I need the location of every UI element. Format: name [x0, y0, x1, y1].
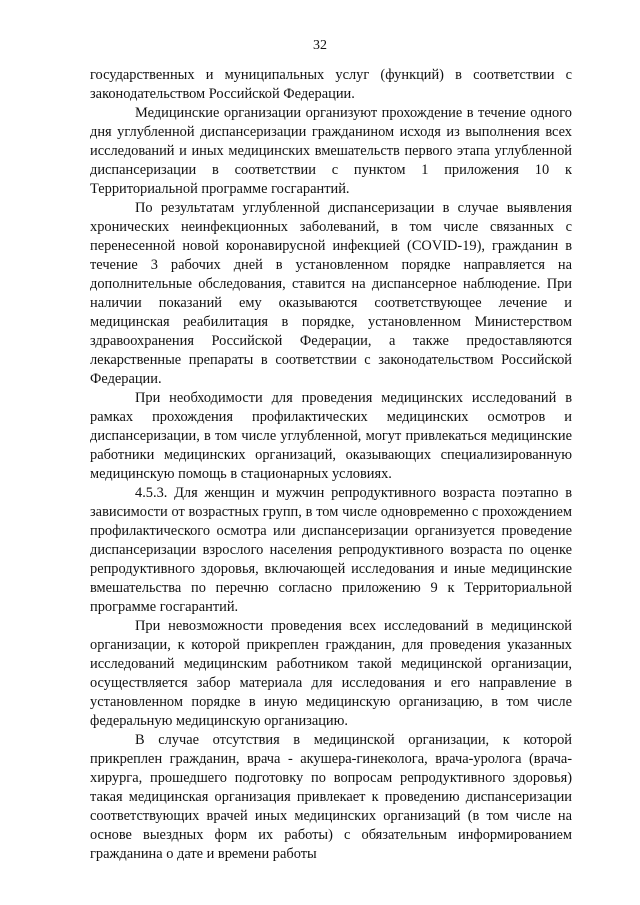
paragraph-missing-specialists: В случае отсутствия в медицинской организации, к которой прикреплен гражданин, врача - акушера-гинеколога, врача-уролога (врача-хирурга, прошедшего подготовку по вопросам репродуктивного здоровья) такая медицинская организация привлекает к проведению диспансеризации соответствующих врачей иных медицинских организаций (в том числе на основе выездных форм их работы) с обязательным информированием гражданина о дате и времени работы	[90, 732, 572, 862]
paragraph-specialists-involvement: При необходимости для проведения медицинских исследований в рамках прохождения профилактических медицинских осмотров и диспансеризации, в том числе углубленной, могут привлекаться медицинские работники медицинских организаций, оказывающих специализированную медицинскую помощь в стационарных условиях.	[90, 390, 572, 482]
paragraph-same-day-examination: Медицинские организации организуют прохождение в течение одного дня углубленной диспансеризации гражданином исходя из выполнения всех исследований и иных медицинских вмешательств первого этапа углубленной диспансеризации в соответствии с пунктом 1 приложения 10 к Территориальной программе госгарантий.	[90, 105, 572, 197]
paragraph-sample-collection: При невозможности проведения всех исследований в медицинской организации, к которой прикреплен гражданин, для проведения указанных исследований медицинским работником такой медицинской организации, осуществляется забор материала для исследования и его направление в установленном порядке в иную медицинскую организацию, в том числе федеральную медицинскую организацию.	[90, 618, 572, 729]
document-body	[90, 66, 572, 864]
page-number: 32	[313, 38, 327, 53]
paragraph-continuation: государственных и муниципальных услуг (функций) в соответствии с законодательством Российской Федерации.	[90, 67, 572, 102]
paragraph-4-5-3-reproductive-health: 4.5.3. Для женщин и мужчин репродуктивного возраста поэтапно в зависимости от возрастных групп, в том числе одновременно с прохождением профилактического осмотра или диспансеризации организуется проведение диспансеризации взрослого населения репродуктивного возраста по оценке репродуктивного здоровья, включающей исследования и иные медицинские вмешательства по перечню согласно приложению 9 к Территориальной программе госгарантий.	[90, 485, 572, 615]
paragraph-results-followup: По результатам углубленной диспансеризации в случае выявления хронических неинфекционных заболеваний, в том числе связанных с перенесенной новой коронавирусной инфекцией (COVID-19), гражданин в течение 3 рабочих дней в установленном порядке направляется на дополнительные обследования, ставится на диспансерное наблюдение. При наличии показаний ему оказываются соответствующее лечение и медицинская реабилитация в порядке, установленном Министерством здравоохранения Российской Федерации, а также предоставляются лекарственные препараты в соответствии с законодательством Российской Федерации.	[90, 200, 572, 387]
